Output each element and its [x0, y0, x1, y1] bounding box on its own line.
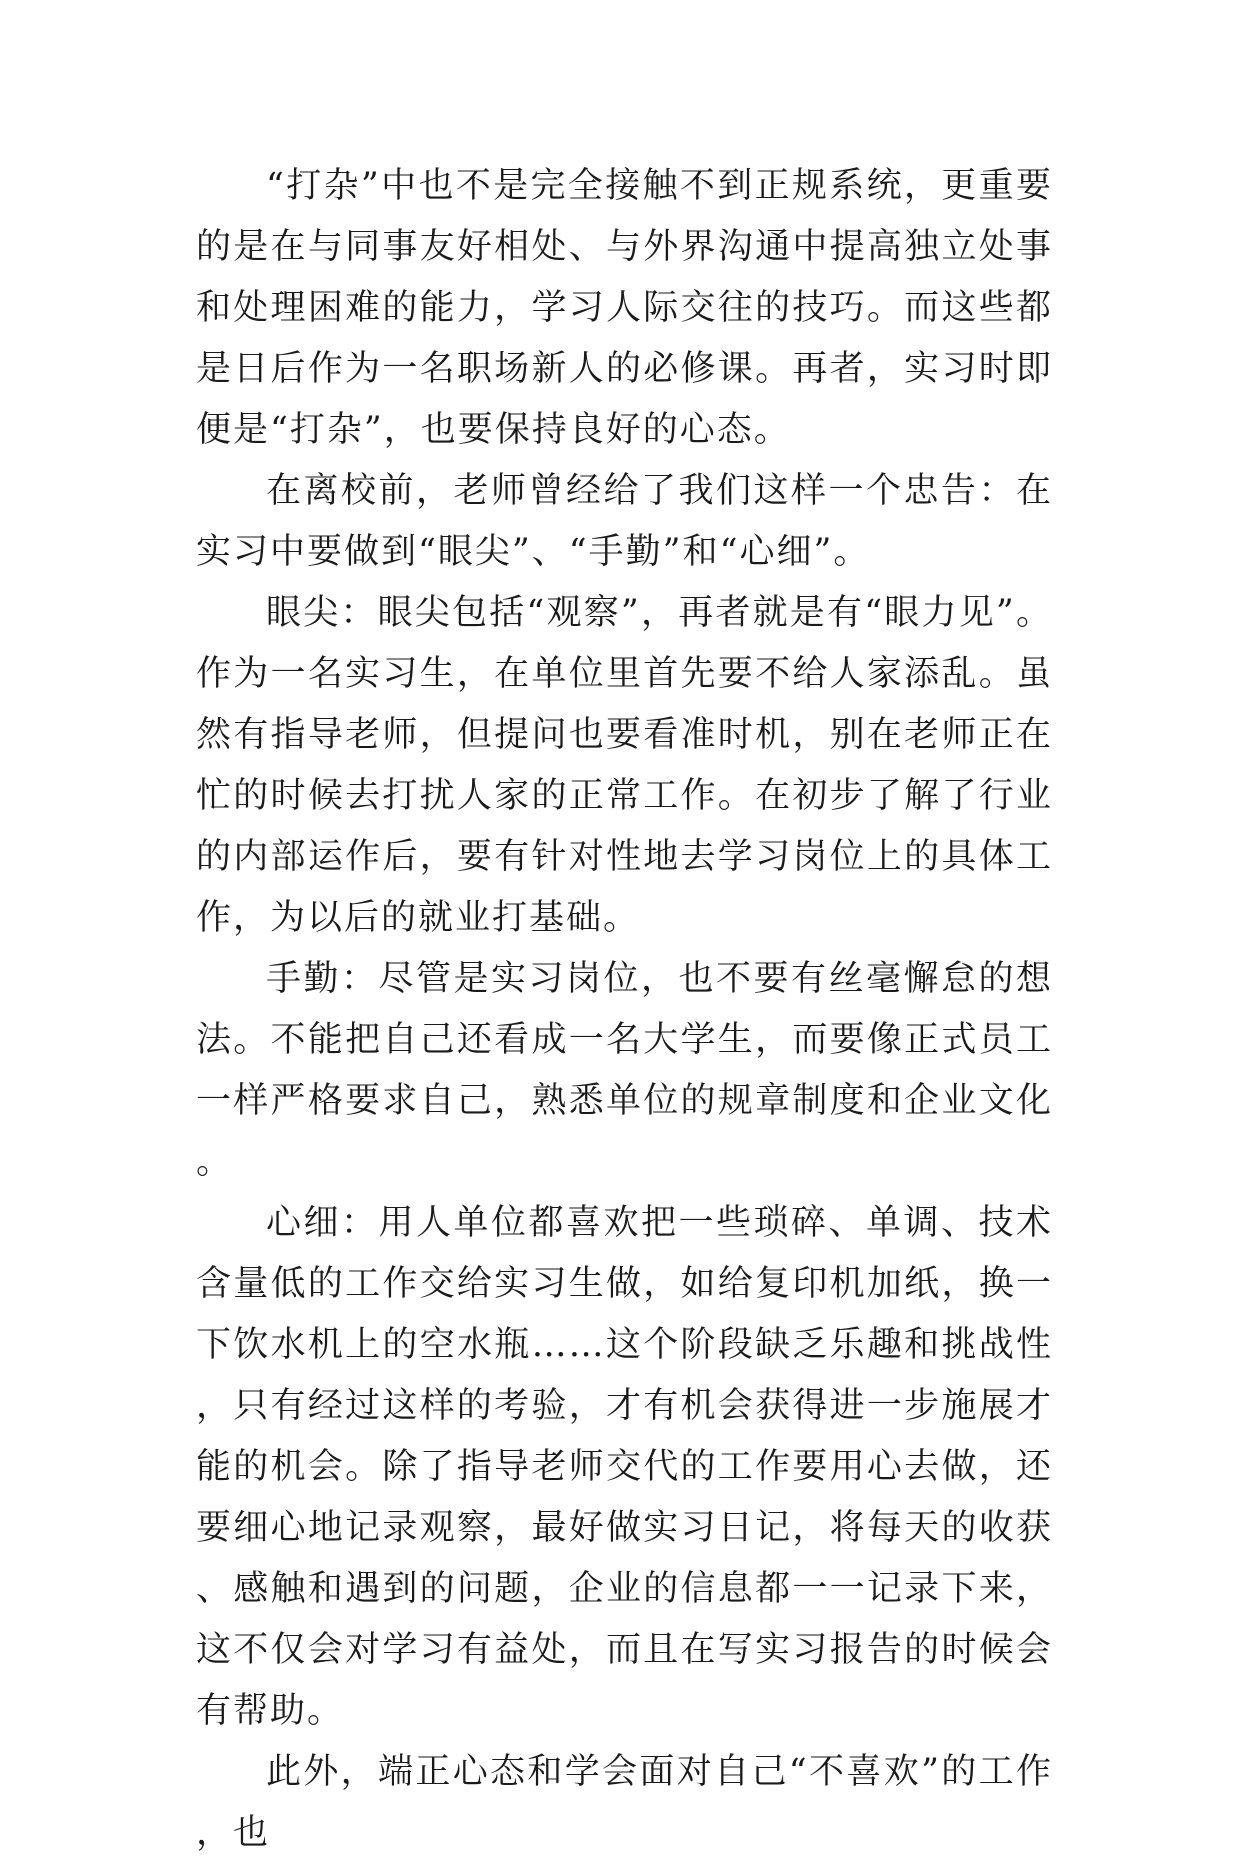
paragraph-4: 手勤：尽管是实习岗位，也不要有丝毫懈怠的想法。不能把自己还看成一名大学生，而要像正式员工一样严格要求自己，熟悉单位的规章制度和企业文化。 [196, 959, 1053, 1182]
paragraph-1: “打杂”中也不是完全接触不到正规系统，更重要的是在与同事友好相处、与外界沟通中提高独立处事和处理困难的能力，学习人际交往的技巧。而这些都是日后作为一名职场新人的必修课。再者，实习时即便是“打杂”，也要保持良好的心态。 [196, 166, 1053, 450]
paragraph-3: 眼尖：眼尖包括“观察”，再者就是有“眼力见”。作为一名实习生，在单位里首先要不给人家添乱。虽然有指导老师，但提问也要看准时机，别在老师正在忙的时候去打扰人家的正常工作。在初步了解了行业的内部运作后，要有针对性地去学习岗位上的具体工作，为以后的就业打基础。 [196, 593, 1053, 938]
paragraph-6: 此外，端正心态和学会面对自己“不喜欢”的工作，也 [196, 1752, 1053, 1853]
paragraph-2: 在离校前，老师曾经给了我们这样一个忠告：在实习中要做到“眼尖”、“手勤”和“心细”。 [196, 471, 1053, 572]
paragraph-5: 心细：用人单位都喜欢把一些琐碎、单调、技术含量低的工作交给实习生做，如给复印机加纸，换一下饮水机上的空水瓶……这个阶段缺乏乐趣和挑战性，只有经过这样的考验，才有机会获得进一步施展才能的机会。除了指导老师交代的工作要用心去做，还要细心地记录观察，最好做实习日记，将每天的收获、感触和遇到的问题，企业的信息都一一记录下来，这不仅会对学习有益处，而且在写实习报告的时候会有帮助。 [196, 1203, 1053, 1731]
document-body [196, 156, 1053, 1864]
